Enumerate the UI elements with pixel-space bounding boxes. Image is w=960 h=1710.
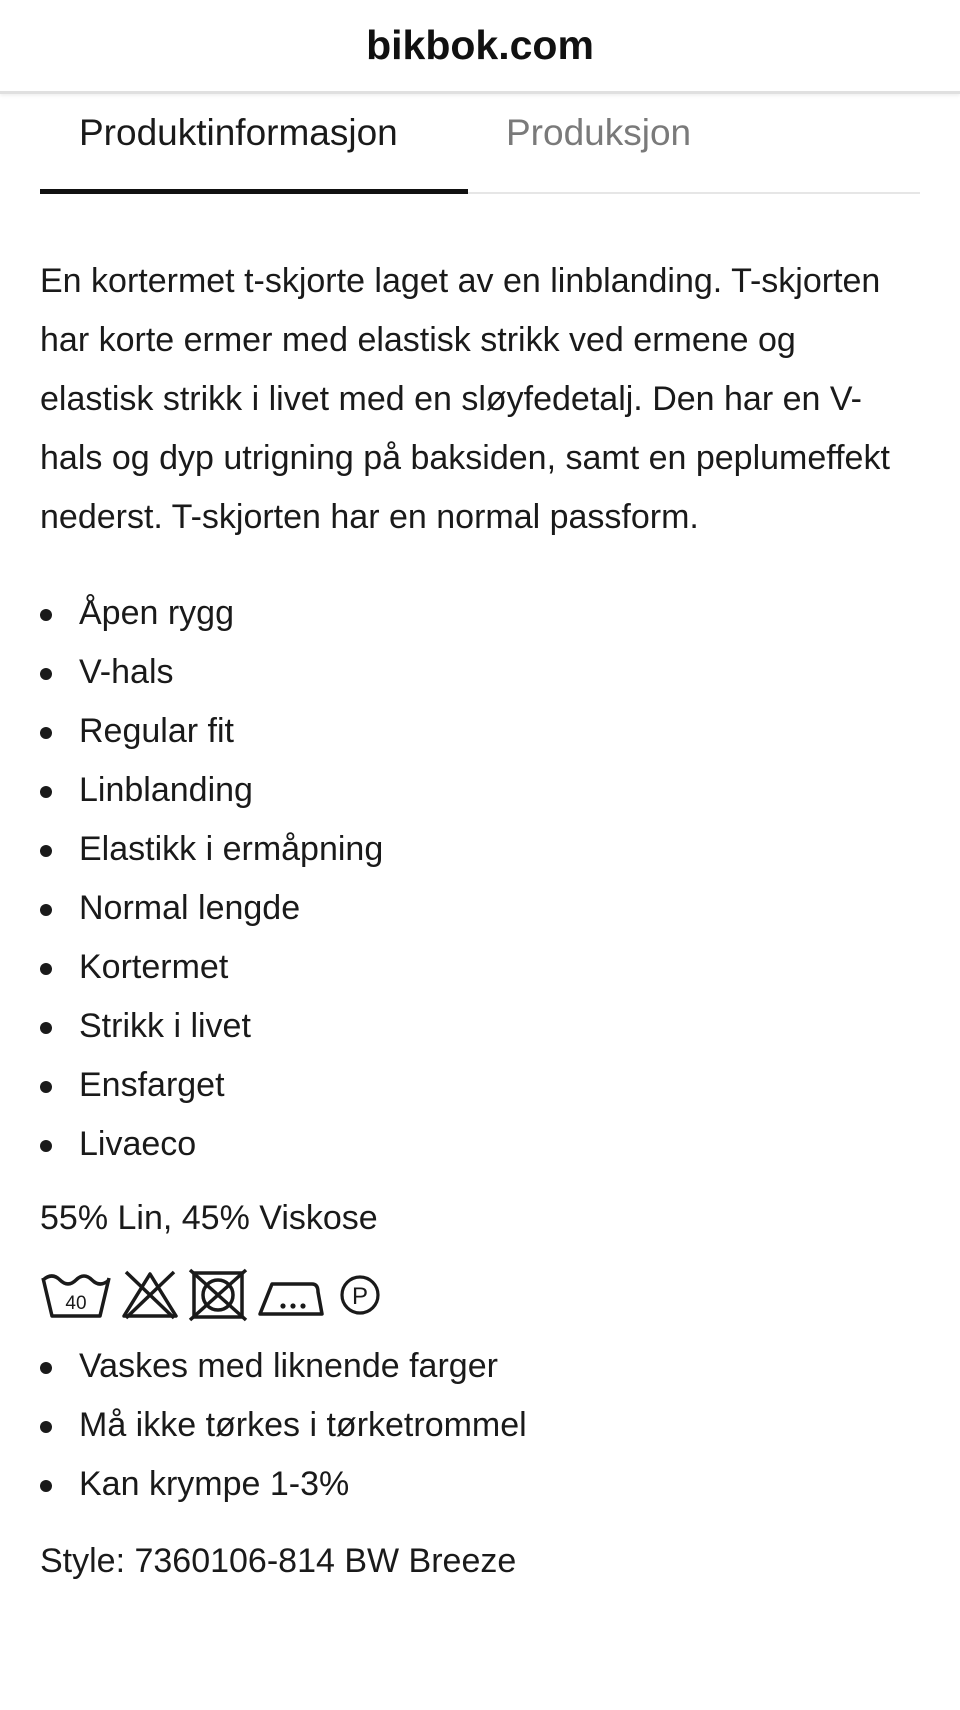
feature-list [40,584,920,1174]
active-tab-indicator [40,189,468,194]
list-item: Regular fit [40,702,920,761]
no-tumble-dry-icon [188,1268,248,1322]
list-item: Elastikk i ermåpning [40,820,920,879]
care-symbols [40,1267,920,1323]
wash-40-icon [40,1268,112,1322]
list-item: V-hals [40,643,920,702]
iron-high-heat-icon [256,1268,328,1322]
dry-clean-p-icon [336,1268,384,1322]
list-item: Kortermet [40,938,920,997]
product-description: En kortermet t-skjorte laget av en linblanding. T-skjorten har korte ermer med elastisk strikk ved ermene og elastisk strikk i livet med en sløyfedetalj. Den har en V-hals og dyp utrigning på baksiden, samt en peplumeffekt nederst. T-skjorten har en normal passform. [40,262,890,536]
list-item: Ensfarget [40,1056,920,1115]
product-tabs [40,94,920,194]
list-item: Vaskes med liknende farger [40,1337,920,1396]
list-item: Linblanding [40,761,920,820]
list-item: Åpen rygg [40,584,920,643]
tab-produksjon[interactable]: Produksjon [506,112,692,153]
wash-temperature: 40 [65,1293,87,1314]
product-info-panel [40,252,920,1591]
list-item: Normal lengde [40,879,920,938]
list-item: Strikk i livet [40,997,920,1056]
list-item: Må ikke tørkes i tørketrommel [40,1396,920,1455]
care-instructions [40,1337,920,1514]
list-item: Livaeco [40,1115,920,1174]
style-number: Style: 7360106-814 BW Breeze [40,1542,517,1580]
browser-address-bar[interactable] [0,0,960,94]
dry-clean-letter: P [351,1283,369,1310]
no-bleach-icon [120,1268,180,1322]
site-domain: bikbok.com [366,22,594,68]
tab-produktinformasjon[interactable]: Produktinformasjon [79,112,398,153]
material-composition: 55% Lin, 45% Viskose [40,1199,378,1237]
list-item: Kan krympe 1-3% [40,1455,920,1514]
